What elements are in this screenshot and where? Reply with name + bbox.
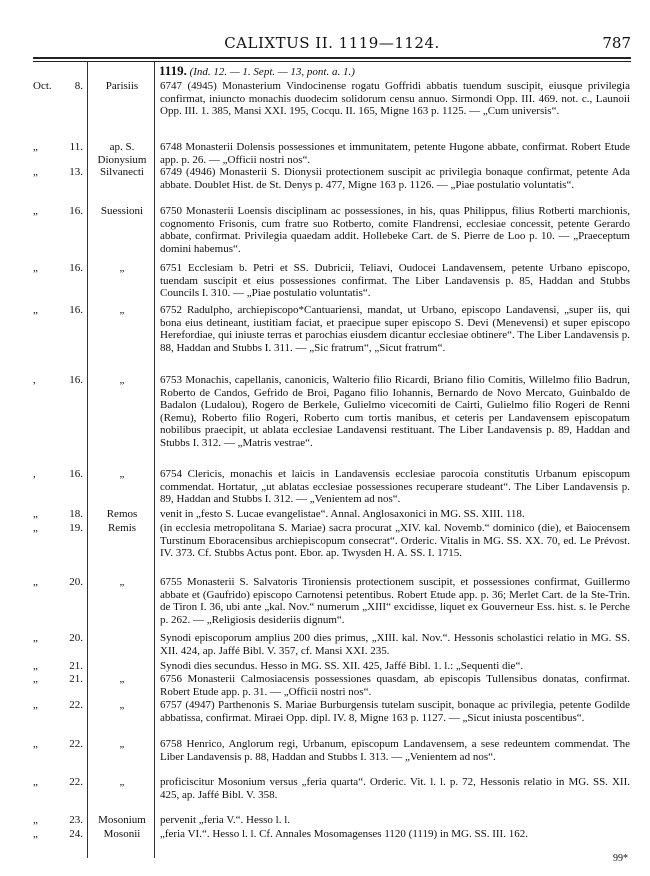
entry-month: „ bbox=[33, 522, 38, 534]
entry-text: 6749 (4946) Monasterii S. Dionysii protectionem suscipit ac privilegia bonaque confirmat, petente Ada abbate. Doublet Hist. de St. Denys p. 477, Migne 163 p. 1126. — „Piae postulatio voluntatis“. bbox=[160, 166, 630, 191]
year-number: 1119. bbox=[159, 63, 187, 78]
entry-place: Remos bbox=[106, 508, 138, 520]
entry-day: 24. bbox=[69, 828, 83, 840]
entry-day: 21. bbox=[69, 660, 83, 672]
entry-month: „ bbox=[33, 738, 38, 750]
entry-text: pervenit „feria V.“. Hesso l. l. bbox=[160, 814, 291, 826]
page-header bbox=[33, 34, 631, 56]
entry-place: Suessioni bbox=[100, 205, 144, 217]
entry-day: 22. bbox=[69, 738, 83, 750]
entry-text: 6752 Radulpho, archiepiscopo*Cantuariensi, mandat, ut Urbano, episcopo Landavensi, „super iis, qui bona eius detineant, iustitiam faciat, et praecipue super episcopo S. Devi (Menevensi) et super episcopo Herefordiae, qui iniuste terras et parochias eiusdem dicantur ecclesiae obtinere“. The Liber Landavensis p. 88, Haddan and Stubbs I. 311. — „Sic fratrum“, „Sicut fratrum“. bbox=[160, 304, 630, 354]
entry-month: „ bbox=[33, 776, 38, 788]
entry-day: 11. bbox=[69, 141, 83, 153]
entry-place: „ bbox=[119, 468, 125, 480]
page-number: 787 bbox=[602, 34, 631, 52]
entry-day: 20. bbox=[69, 576, 83, 588]
year-heading bbox=[159, 64, 629, 79]
entry-text: 6747 (4945) Monasterium Vindocinense rogatu Goffridi abbatis tuendum suscipit, eiusque privilegia confirmat, iniuncto monachis duodecim solidorum censu annuo. Sirmondi Opp. III. 469. not. c., Launoii Opp. III. 1. 385, Mansi XXI. 195, Cocqu. II. 165, Migne 163 p. 1125. — „Cum universis“. bbox=[160, 80, 630, 118]
entry-day: 8. bbox=[74, 80, 83, 92]
entry-month: „ bbox=[33, 576, 38, 588]
entry-text: 6753 Monachis, capellanis, canonicis, Walterio filio Ricardi, Briano filio Comitis, Willelmo filio Badrun, Roberto de Candos, Gefrido de Broi, Pagano filio Iohannis, Bernardo de Novo Mercato, Guinbaldo de Badalon (Ludalou), Rogero de Berkele, Gulielmo vicecomiti de Cairti, Gulielmo filio Rogeri de Renni (Remu), Roberto filio Rogeri, Roberto cum tortis manibus, et ceteris per Landavensem episcopatum nobilibus praecipit, ut ablata ecclesiae Landavensi restituant. The Liber Landavensis p. 89, Haddan and Stubbs I. 312. — „Matris vestrae“. bbox=[160, 374, 630, 449]
entry-month: , bbox=[33, 468, 36, 480]
entry-text: 6756 Monasterii Calmosiacensis possessiones quasdam, ab episcopis Tullensibus donatas, confirmat. Robert Etude app. p. 31. — „Officii nostri nos“. bbox=[160, 673, 630, 698]
entry-place: Mosonium bbox=[98, 814, 146, 826]
entry-place: „ bbox=[119, 673, 125, 685]
column-divider-date bbox=[87, 62, 88, 858]
entry-day: 23. bbox=[69, 814, 83, 826]
entry-place: „ bbox=[119, 374, 125, 386]
entry-day: 16. bbox=[69, 468, 83, 480]
entry-month: „ bbox=[33, 304, 38, 316]
entry-text: 6755 Monasterii S. Salvatoris Tironiensis protectionem suscipit, et possessiones confirmat, Guillermo abbate et (Gaufrido) episcopo Carnotensi petentibus. Robert Etude app. p. 36; Merlet Cart. de la Ste-Trin. de Tiron I. 36, ubi ante „kal. Nov.“ numerum „XIII“ excidisse, liquet ex Gouverneur Ess. hist. s. le Perche p. 262. — „Religiosis desideriis dignum“. bbox=[160, 576, 630, 626]
entry-day: 16. bbox=[69, 205, 83, 217]
entry-text: 6751 Ecclesiam b. Petri et SS. Dubricii, Teliavi, Oudocei Landavensem, petente Urbano episcopo, tuendam suscipit et eius possessiones confirmat. The Liber Landavensis p. 85, Haddan and Stubbs Councils I. 310. — „Piae postulatio voluntatis“. bbox=[160, 262, 630, 300]
entry-place: Mosonii bbox=[103, 828, 141, 840]
entry-day: 21. bbox=[69, 673, 83, 685]
entry-month: „ bbox=[33, 141, 38, 153]
entry-place: Parisiis bbox=[105, 80, 139, 92]
entry-month: „ bbox=[33, 699, 38, 711]
entry-month: „ bbox=[33, 508, 38, 520]
entry-month: „ bbox=[33, 205, 38, 217]
entry-text: (in ecclesia metropolitana S. Mariae) sacra procurat „XIV. kal. Novemb.“ dominico (die), et Baiocensem Turstinum Eboracensibus archiepiscopum consecrat“. Orderic. Vitalis in MG. SS. XX. 70, ed. Le Prévost. IV. 373. Cf. Stubbs Actus pont. Ebor. ap. Twysden H. A. SS. I. 1715. bbox=[160, 522, 630, 560]
entry-text: Synodi episcoporum amplius 200 dies primus, „XIII. kal. Nov.“. Hessonis scholastici relatio in MG. SS. XII. 424, ap. Jaffé Bibl. V. 357, cf. Mansi XXI. 235. bbox=[160, 632, 630, 657]
entry-month: „ bbox=[33, 632, 38, 644]
entry-place: „ bbox=[119, 738, 125, 750]
entry-day: 16. bbox=[69, 374, 83, 386]
entry-day: 16. bbox=[69, 304, 83, 316]
entry-text: 6758 Henrico, Anglorum regi, Urbanum, episcopum Landavensem, a sese redeuntem commendat. The Liber Landavensis p. 88, Haddan and Stubbs I. 313. — „Venientem ad nos“. bbox=[160, 738, 630, 763]
entry-place: „ bbox=[119, 304, 125, 316]
entry-text: venit in „festo S. Lucae evangelistae“. Annal. Anglosaxonici in MG. SS. XIII. 118. bbox=[160, 508, 525, 520]
entry-place: ap. S. Dionysium bbox=[97, 141, 147, 166]
entry-month: „ bbox=[33, 828, 38, 840]
entry-text: Synodi dies secundus. Hesso in MG. SS. XII. 425, Jaffé Bibl. 1. l.: „Sequenti die“. bbox=[160, 660, 524, 672]
entry-place: „ bbox=[119, 576, 125, 588]
entry-text: „feria VI.“. Hesso l. l. Cf. Annales Mosomagenses 1120 (1119) in MG. SS. III. 162. bbox=[160, 828, 528, 840]
entry-day: 22. bbox=[69, 699, 83, 711]
entry-text: 6750 Monasterii Loensis disciplinam ac possessiones, in his, quas Philippus, filius Rotberti marchionis, cognomento Frisonis, cum fratre suo Rotberto, comite Flandrensi, ecclesiae concessit, petente Gerardo abbate, confirmat. Privilegia quaedam addit. Hollebeke Cart. de S. Pierre de Loo p. 10. — „Praeceptum domini habemus“. bbox=[160, 205, 630, 255]
indiction-note: (Ind. 12. — 1. Sept. — 13, pont. a. 1.) bbox=[189, 66, 355, 78]
entry-day: 18. bbox=[69, 508, 83, 520]
entry-month: „ bbox=[33, 262, 38, 274]
running-title: CALIXTUS II. 1119—1124. bbox=[224, 34, 440, 52]
entry-month: „ bbox=[33, 166, 38, 178]
entry-place: Silvanecti bbox=[100, 166, 144, 178]
entry-day: 16. bbox=[69, 262, 83, 274]
entry-text: proficiscitur Mosonium versus „feria quarta“. Orderic. Vit. l. l. p. 72, Hessonis relatio in MG. SS. XII. 425, ap. Jaffé Bibl. V. 358. bbox=[160, 776, 630, 801]
entry-day: 13. bbox=[69, 166, 83, 178]
entry-place: Remis bbox=[107, 522, 137, 534]
entry-text: 6754 Clericis, monachis et laicis in Landavensis ecclesiae parocoia constitutis Urbanum episcopum commendat. Hortatur, „ut ablatas ecclesiae possessiones recuperare studeant“. The Liber Landavensis p. 89, Haddan and Stubbs I. 312. — „Venientem ad nos“. bbox=[160, 468, 630, 506]
entry-place: „ bbox=[119, 776, 125, 788]
entry-place: „ bbox=[119, 699, 125, 711]
header-rule-thin bbox=[33, 61, 631, 62]
signature-mark: 99* bbox=[613, 853, 628, 864]
entry-text: 6748 Monasterii Dolensis possessiones et immunitatem, petente Hugone abbate, confirmat. Robert Etude app. p. 26. — „Officii nostri nos“. bbox=[160, 141, 630, 166]
entry-day: 22. bbox=[69, 776, 83, 788]
header-rule-thick bbox=[33, 57, 631, 59]
entry-day: 19. bbox=[69, 522, 83, 534]
entry-text: 6757 (4947) Parthenonis S. Mariae Burburgensis tutelam suscipit, bonaque ac privilegia, petente Godilde abbatissa, confirmat. Miraei Opp. dipl. IV. 8, Migne 163 p. 1127. — „Sicut iniusta poscentibus“. bbox=[160, 699, 630, 724]
entry-month: „ bbox=[33, 673, 38, 685]
entry-month: Oct. bbox=[33, 80, 52, 92]
entry-month: „ bbox=[33, 660, 38, 672]
entry-month: , bbox=[33, 374, 36, 386]
entry-place: „ bbox=[119, 262, 125, 274]
entry-day: 20. bbox=[69, 632, 83, 644]
entry-month: „ bbox=[33, 814, 38, 826]
